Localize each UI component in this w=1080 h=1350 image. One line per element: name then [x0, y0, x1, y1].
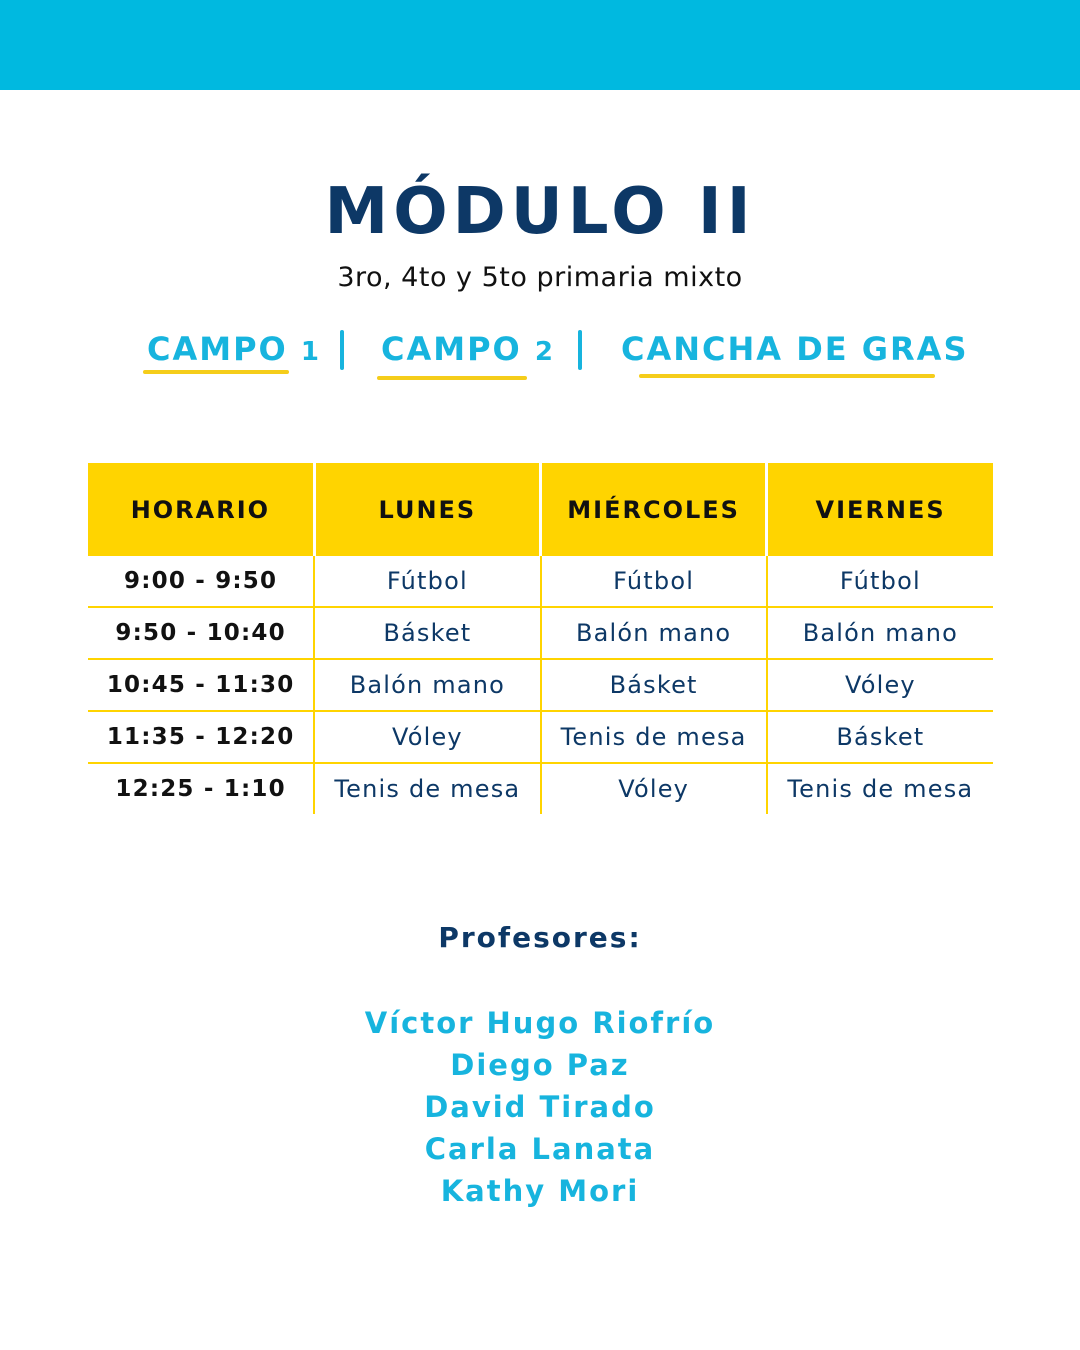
field-underline [639, 374, 935, 378]
field-underline [377, 376, 527, 380]
activity-cell: Básket [314, 607, 540, 659]
time-cell: 10:45 - 11:30 [88, 659, 314, 711]
table-row [88, 607, 993, 659]
professors-list [0, 1002, 1080, 1212]
header-horario: HORARIO [88, 463, 314, 556]
professor-name: Diego Paz [450, 1048, 630, 1082]
professors-heading: Profesores: [438, 921, 642, 954]
field-cancha-de-gras [621, 326, 968, 372]
table-row [88, 763, 993, 814]
activity-cell: Vóley [767, 659, 993, 711]
table-row [88, 711, 993, 763]
activity-cell: Balón mano [541, 607, 767, 659]
time-cell: 11:35 - 12:20 [88, 711, 314, 763]
header-viernes: VIERNES [767, 463, 993, 556]
professor-name: Carla Lanata [424, 1132, 656, 1166]
time-cell: 9:50 - 10:40 [88, 607, 314, 659]
activity-cell: Tenis de mesa [314, 763, 540, 814]
schedule-table [88, 463, 993, 814]
page-subtitle: 3ro, 4to y 5to primaria mixto [337, 262, 743, 293]
activity-cell: Tenis de mesa [767, 763, 993, 814]
activity-cell: Balón mano [314, 659, 540, 711]
field-separator [340, 330, 344, 370]
top-color-bar [0, 0, 1080, 90]
activity-cell: Balón mano [767, 607, 993, 659]
field-campo-1 [147, 326, 321, 375]
page-title: MÓDULO II [324, 175, 756, 249]
field-separator [578, 330, 582, 370]
professor-name: David Tirado [424, 1090, 656, 1124]
time-cell: 12:25 - 1:10 [115, 776, 286, 802]
schedule-header-row [88, 463, 993, 556]
activity-cell: Fútbol [767, 556, 993, 607]
field-campo-2 [381, 326, 555, 375]
header-lunes: LUNES [314, 463, 540, 556]
activity-cell: Vóley [541, 763, 767, 814]
field-number: 2 [534, 337, 555, 367]
field-label: CAMPO [147, 330, 288, 368]
field-label: CANCHA DE GRAS [621, 330, 969, 368]
table-row [88, 659, 993, 711]
field-number: 1 [300, 337, 321, 367]
table-row [88, 556, 993, 607]
professor-name: Víctor Hugo Riofrío [364, 1006, 716, 1040]
activity-cell: Vóley [314, 711, 540, 763]
fields-row [0, 326, 1080, 396]
activity-cell: Básket [541, 659, 767, 711]
header-miercoles: MIÉRCOLES [541, 463, 767, 556]
activity-cell: Fútbol [314, 556, 540, 607]
activity-cell: Fútbol [541, 556, 767, 607]
activity-cell: Tenis de mesa [541, 711, 767, 763]
activity-cell: Básket [767, 711, 993, 763]
time-cell: 9:00 - 9:50 [88, 556, 314, 607]
field-label: CAMPO [381, 330, 522, 368]
professor-name: Kathy Mori [440, 1174, 640, 1208]
field-underline [143, 370, 289, 374]
